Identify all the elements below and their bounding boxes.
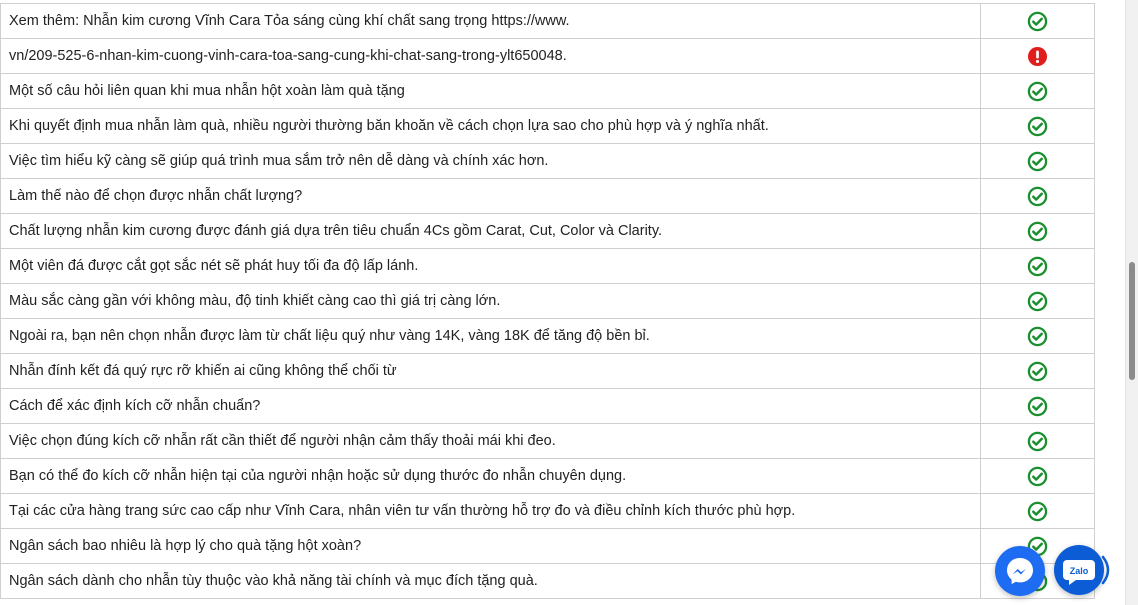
row-status <box>981 284 1095 319</box>
row-text: vn/209-525-6-nhan-kim-cuong-vinh-cara-toa-sang-cung-khi-chat-sang-trong-ylt650048. <box>1 39 981 74</box>
row-text: Xem thêm: Nhẫn kim cương Vĩnh Cara Tỏa sáng cùng khí chất sang trọng https://www. <box>1 4 981 39</box>
check-circle-icon <box>1027 398 1048 414</box>
table-row <box>1 354 1095 389</box>
results-table-body <box>1 4 1095 599</box>
table-row <box>1 214 1095 249</box>
row-text: Tại các cửa hàng trang sức cao cấp như Vĩnh Cara, nhân viên tư vấn thường hỗ trợ đo và điều chỉnh kích thước phù hợp. <box>1 494 981 529</box>
row-text: Màu sắc càng gần với không màu, độ tinh khiết càng cao thì giá trị càng lớn. <box>1 284 981 319</box>
table-row <box>1 284 1095 319</box>
check-circle-icon <box>1027 363 1048 379</box>
row-status <box>981 494 1095 529</box>
table-row <box>1 39 1095 74</box>
check-circle-icon <box>1027 433 1048 449</box>
row-status <box>981 39 1095 74</box>
row-text: Ngoài ra, bạn nên chọn nhẫn được làm từ chất liệu quý như vàng 14K, vàng 18K để tăng độ bền bỉ. <box>1 319 981 354</box>
row-text: Ngân sách dành cho nhẫn tùy thuộc vào khả năng tài chính và mục đích tặng quà. <box>1 564 981 599</box>
table-row <box>1 4 1095 39</box>
table-row <box>1 424 1095 459</box>
table-row <box>1 74 1095 109</box>
vertical-scrollbar[interactable] <box>1125 0 1138 605</box>
table-row <box>1 389 1095 424</box>
check-circle-icon <box>1027 293 1048 309</box>
row-text: Việc chọn đúng kích cỡ nhẫn rất cần thiết để người nhận cảm thấy thoải mái khi đeo. <box>1 424 981 459</box>
table-row <box>1 144 1095 179</box>
table-row <box>1 564 1095 599</box>
row-text: Ngân sách bao nhiêu là hợp lý cho quà tặng hột xoàn? <box>1 529 981 564</box>
results-table <box>0 3 1095 599</box>
check-circle-icon <box>1027 153 1048 169</box>
row-status <box>981 459 1095 494</box>
row-text: Nhẫn đính kết đá quý rực rỡ khiến ai cũng không thể chối từ <box>1 354 981 389</box>
row-text: Bạn có thể đo kích cỡ nhẫn hiện tại của người nhận hoặc sử dụng thước đo nhẫn chuyên dụng. <box>1 459 981 494</box>
check-circle-icon <box>1027 13 1048 29</box>
row-status <box>981 214 1095 249</box>
table-row <box>1 529 1095 564</box>
messenger-icon <box>995 546 1045 596</box>
error-icon <box>1027 48 1048 64</box>
row-status <box>981 249 1095 284</box>
row-status <box>981 319 1095 354</box>
table-row <box>1 109 1095 144</box>
row-status <box>981 354 1095 389</box>
row-text: Khi quyết định mua nhẫn làm quà, nhiều người thường băn khoăn về cách chọn lựa sao cho phù hợp và ý nghĩa nhất. <box>1 109 981 144</box>
row-status <box>981 144 1095 179</box>
scrollbar-thumb[interactable] <box>1129 262 1135 380</box>
check-circle-icon <box>1027 468 1048 484</box>
row-status <box>981 109 1095 144</box>
check-circle-icon <box>1027 188 1048 204</box>
zalo-label: Zalo <box>1069 566 1089 576</box>
table-row <box>1 179 1095 214</box>
row-status <box>981 389 1095 424</box>
messenger-button[interactable] <box>995 546 1045 596</box>
table-row <box>1 249 1095 284</box>
row-text: Một viên đá được cắt gọt sắc nét sẽ phát huy tối đa độ lấp lánh. <box>1 249 981 284</box>
row-text: Cách để xác định kích cỡ nhẫn chuẩn? <box>1 389 981 424</box>
row-text: Một số câu hỏi liên quan khi mua nhẫn hột xoàn làm quà tặng <box>1 74 981 109</box>
table-row <box>1 319 1095 354</box>
row-status <box>981 179 1095 214</box>
check-circle-icon <box>1027 223 1048 239</box>
row-text: Việc tìm hiểu kỹ càng sẽ giúp quá trình mua sắm trở nên dễ dàng và chính xác hơn. <box>1 144 981 179</box>
zalo-signal-icon <box>1094 551 1114 589</box>
row-text: Làm thế nào để chọn được nhẫn chất lượng? <box>1 179 981 214</box>
row-status <box>981 4 1095 39</box>
check-circle-icon <box>1027 328 1048 344</box>
check-circle-icon <box>1027 118 1048 134</box>
row-status <box>981 424 1095 459</box>
row-status <box>981 74 1095 109</box>
check-circle-icon <box>1027 83 1048 99</box>
check-circle-icon <box>1027 503 1048 519</box>
table-row <box>1 494 1095 529</box>
row-text: Chất lượng nhẫn kim cương được đánh giá dựa trên tiêu chuẩn 4Cs gồm Carat, Cut, Color và Clarity. <box>1 214 981 249</box>
check-circle-icon <box>1027 258 1048 274</box>
table-row <box>1 459 1095 494</box>
